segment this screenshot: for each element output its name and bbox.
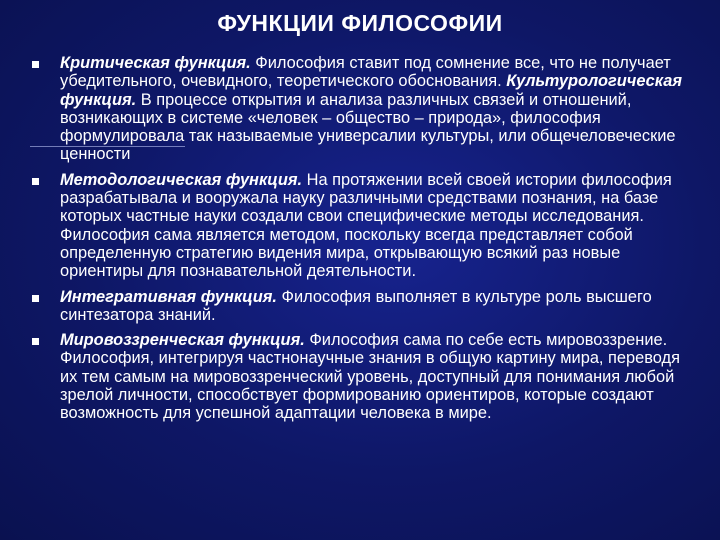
bullet-icon xyxy=(32,61,39,68)
item-heading: Методологическая функция. xyxy=(60,170,303,189)
item-heading: Мировоззренческая функция. xyxy=(60,331,305,350)
item-heading-secondary: Культурологическая функция. xyxy=(60,72,683,109)
item-heading: Интегративная функция. xyxy=(60,287,277,306)
function-list xyxy=(30,54,700,430)
list-item-worldview xyxy=(30,331,700,422)
bullet-icon xyxy=(32,295,39,302)
list-item-methodological xyxy=(30,171,700,281)
item-text-secondary: В процессе открытия и анализа различных связей и отношений, возникающих в системе «человек – общество – природа», философия формулировала так называемые универсалии культуры, или общечеловеческие ценности xyxy=(60,90,676,164)
item-heading: Критическая функция. xyxy=(60,54,251,72)
bullet-icon xyxy=(32,178,39,185)
item-text: Философия выполняет в культуре роль высшего синтезатора знаний. xyxy=(60,287,652,324)
item-text: Философия ставит под сомнение все, что не получает убедительного, очевидного, теоретического обоснования. xyxy=(60,54,671,91)
list-item-critical xyxy=(30,54,700,164)
item-text: Философия сама по себе есть мировоззрение. Философия, интегрируя частнонаучные знания в общую картину мира, переводя их тем самым на мировоззренческий уровень, доступный для понимания любой зрелой личности, способствует формированию ориентиров, которые создают возможность для успешной адаптации человека в мире. xyxy=(60,331,680,423)
bullet-icon xyxy=(32,338,39,345)
list-item-integrative xyxy=(30,288,700,325)
item-text: На протяжении всей своей истории философия разрабатывала и вооружала науку различными средствами познания, на базе которых частные науки создали свои специфические методы исследования. Философия сама является методом, поскольку всегда представляет собой определенную стратегию видения мира, открывающую всякий раз новые ориентиры для познавательной деятельности. xyxy=(60,170,672,281)
slide-title: ФУНКЦИИ ФИЛОСОФИИ xyxy=(217,10,503,36)
